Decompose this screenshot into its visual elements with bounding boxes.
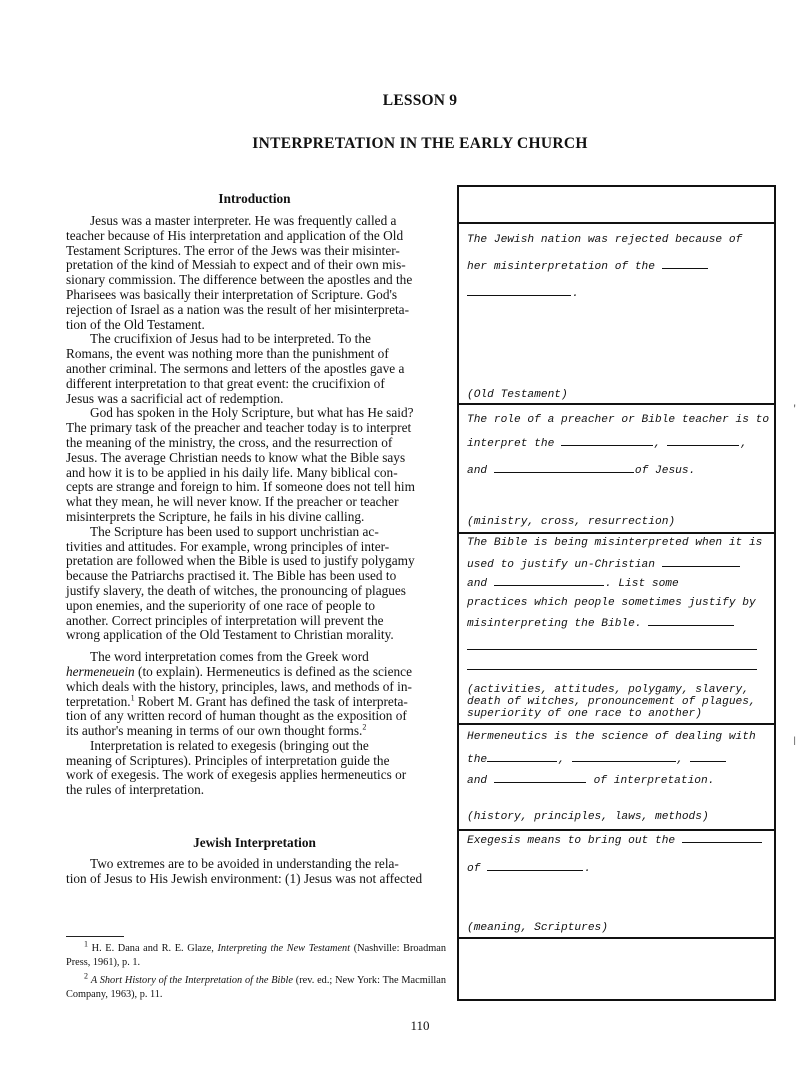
text-line: God has spoken in the Holy Scripture, but what has He said? [90,405,414,421]
answer-blank[interactable] [494,584,604,586]
text-line: The Scripture has been used to support unchristian ac- [90,523,379,539]
intro-paragraph-6 [66,739,443,798]
lesson-title: INTERPRETATION IN THE EARLY CHURCH [252,135,588,152]
text-span: H. E. Dana and R. E. Glaze, [88,943,218,954]
frame3-answer-line1: (activities, attitudes, polygamy, slavery, [467,684,749,696]
text-span: of interpretation. [593,775,715,787]
intro-paragraph-1 [66,214,443,332]
frame5-line1 [467,835,763,847]
text-line: because the Patriarchs practised it. The Bible has been used to [66,568,397,584]
text-span: . List some [604,578,679,590]
text-span: and [467,578,488,590]
text-line: and how it is to be applied in his daily life. Many biblical con- [66,464,398,480]
text-span: (Nashville: Broadman Press, 1961), p. 1. [66,943,447,968]
lesson-number: LESSON 9 [382,92,458,109]
text-line: the meaning of the ministry, the cross, and the resurrection of [66,434,393,450]
text-line [66,665,443,680]
text-line [66,724,443,739]
answer-blank[interactable] [682,841,762,843]
text-line: which deals with the history, principles, laws, and methods of in- [66,678,412,694]
answer-blank[interactable] [494,781,586,783]
text-span: of [467,863,481,875]
page-number: 110 [410,1018,430,1033]
frame5-line2 [467,863,591,875]
jewish-paragraph [66,857,443,887]
text-line: The crucifixion of Jesus had to be interpreted. To the [90,331,371,347]
left-column [66,214,443,798]
frame4-line1: Hermeneutics is the science of dealing with [467,731,756,743]
frame-divider [459,403,774,405]
text-line: Testament Scriptures. The error of the Jews was their misinter- [66,242,400,258]
book-title: A Short History of the Interpretation of the Bible [90,975,293,986]
intro-paragraph-3 [66,406,443,524]
text-line: tion of the Old Testament. [66,316,205,332]
text-span: Robert M. Grant has defined the task of interpreta- [134,693,408,709]
answer-blank[interactable] [487,760,557,762]
introduction-heading: Introduction [218,191,291,206]
text-line: Jesus was a master interpreter. He was frequently called a [90,213,397,228]
text-span: , [654,438,661,450]
footnote-mark: 1 [84,939,88,949]
text-span: its author's meaning in terms of our own thought forms. [66,723,363,739]
answer-blank[interactable] [467,294,571,296]
text-line: Two extremes are to be avoided in understanding the rela- [90,856,399,871]
text-span: (to explain). Hermeneutics is defined as the science [134,663,412,679]
text-line: different interpretation to that great event: the crucifixion of [66,375,385,391]
study-panel [457,185,776,1001]
frame2-answer: (ministry, cross, resurrection) [467,516,676,528]
frame5-answer: (meaning, Scriptures) [467,922,608,934]
answer-blank[interactable] [690,760,726,762]
frame4-answer: (history, principles, laws, methods) [467,811,709,823]
answer-blank[interactable] [662,267,708,269]
footnote-ref-1: 1 [130,693,135,703]
text-line: The primary task of the preacher and teacher today is to interpret [66,420,412,436]
text-line: meaning of Scriptures). Principles of interpretation guide the [66,752,390,768]
intro-paragraph-4 [66,525,443,643]
frame-divider [459,937,774,939]
frame4-line3 [467,775,714,787]
frame4-line2 [467,754,727,766]
answer-blank[interactable] [648,624,734,626]
text-line: rejection of Israel as a nation was the result of her misinterpreta- [66,301,409,317]
text-span: (rev. ed.; New York: The Macmillan Company, 1963), p. 11. [66,975,447,1000]
jewish-interpretation-heading: Jewish Interpretation [193,835,316,850]
frame3-line2 [467,559,741,571]
text-line: justify slavery, the death of witches, the pronouncing of plagues [66,582,406,598]
text-line: tivities and attitudes. For example, wrong principles of inter- [66,538,390,554]
text-line: the rules of interpretation. [66,782,205,798]
answer-line[interactable] [467,649,757,650]
footnotes [66,939,447,1006]
text-line: Pharisees was basically their interpretation of Scripture. God's [66,286,398,302]
frame-divider [459,222,774,224]
frame-divider [459,532,774,534]
answer-line[interactable] [467,669,757,670]
margin-mark: ' [792,404,798,414]
text-line: what they mean, he will never know. If the preacher or teacher [66,494,399,510]
text-line: another criminal. The sermons and letters of the apostles gave a [66,360,405,376]
text-span: her misinterpretation of the [467,261,655,273]
answer-blank[interactable] [561,444,653,446]
frame2-line3 [467,465,695,477]
text-span: , [676,754,684,766]
text-span: Exegesis means to bring out the [467,835,676,847]
frame3-line4: practices which people sometimes justify by [467,597,756,609]
margin-mark: | [792,736,798,746]
text-line: pretation of the kind of Messiah to expect and of their own mis- [66,257,406,273]
frame2-line2 [467,438,747,450]
frame-divider [459,829,774,831]
text-span: . [584,863,591,875]
text-line: Jesus. The average Christian needs to know what the Bible says [66,449,406,465]
text-span: interpret the [467,438,555,450]
text-line: tion of any written record of human thought as the exposition of [66,708,407,724]
footnote-ref-2: 2 [362,722,367,732]
frame1-answer: (Old Testament) [467,389,568,401]
frame3-line1: The Bible is being misinterpreted when it is [467,537,763,549]
text-line: misinterprets the Scripture, he fails in his divine calling. [66,508,365,524]
text-span: used to justify un-Christian [467,559,655,571]
text-line: upon enemies, and the superiority of one race of people to [66,597,376,613]
book-title: Interpreting the New Testament [217,943,351,954]
text-span: . [572,288,579,300]
footnote-1 [66,939,447,970]
intro-paragraph-5 [66,650,443,739]
text-span: , [558,754,565,766]
text-line [66,695,443,710]
answer-blank[interactable] [572,760,676,762]
text-line: cepts are strange and foreign to him. If someone does not tell him [66,479,415,495]
text-span: and [467,775,488,787]
text-line: Interpretation is related to exegesis (bringing out the [90,737,369,753]
frame1-line2 [467,261,709,273]
text-span: the [467,754,488,766]
text-span: terpretation. [66,693,131,709]
text-line: work of exegesis. The work of exegesis applies hermeneutics or [66,767,407,783]
frame-divider [459,723,774,725]
text-line: another. Correct principles of interpretation will prevent the [66,612,384,628]
answer-blank[interactable] [487,869,583,871]
answer-blank[interactable] [494,471,634,473]
text-line: Jesus was a sacrificial act of redemption. [66,390,284,406]
text-span: of Jesus. [634,465,696,477]
footnote-mark: 2 [84,971,88,981]
text-line: The word interpretation comes from the Greek word [90,649,369,665]
footnote-2 [66,971,447,1002]
text-span: and [467,465,488,477]
text-line: pretation are followed when the Bible is used to justify polygamy [66,553,415,569]
text-line: Romans, the event was nothing more than the punishment of [66,346,389,362]
text-span: misinterpreting the Bible. [467,618,642,630]
text-line: tion of Jesus to His Jewish environment: (1) Jesus was not affected [66,870,423,886]
text-line: teacher because of His interpretation and application of the Old [66,227,404,243]
frame3-answer-line3: superiority of one race to another) [467,708,702,720]
frame3-line5 [467,618,735,630]
frame2-line1: The role of a preacher or Bible teacher is to [467,414,770,426]
frame1-line1: The Jewish nation was rejected because of [467,234,743,246]
footnote-divider [66,936,124,937]
greek-term: hermeneuein [66,663,135,679]
text-line: wrong application of the Old Testament to Christian morality. [66,627,394,643]
frame1-line3 [467,288,579,300]
text-line: sionary commission. The difference between the apostles and the [66,272,413,288]
frame3-line3 [467,578,679,590]
text-span: , [740,438,748,450]
frame3-answer-line2: death of witches, pronouncement of plagues, [467,696,756,708]
answer-blank[interactable] [667,444,739,446]
answer-blank[interactable] [662,565,740,567]
intro-paragraph-2 [66,332,443,406]
